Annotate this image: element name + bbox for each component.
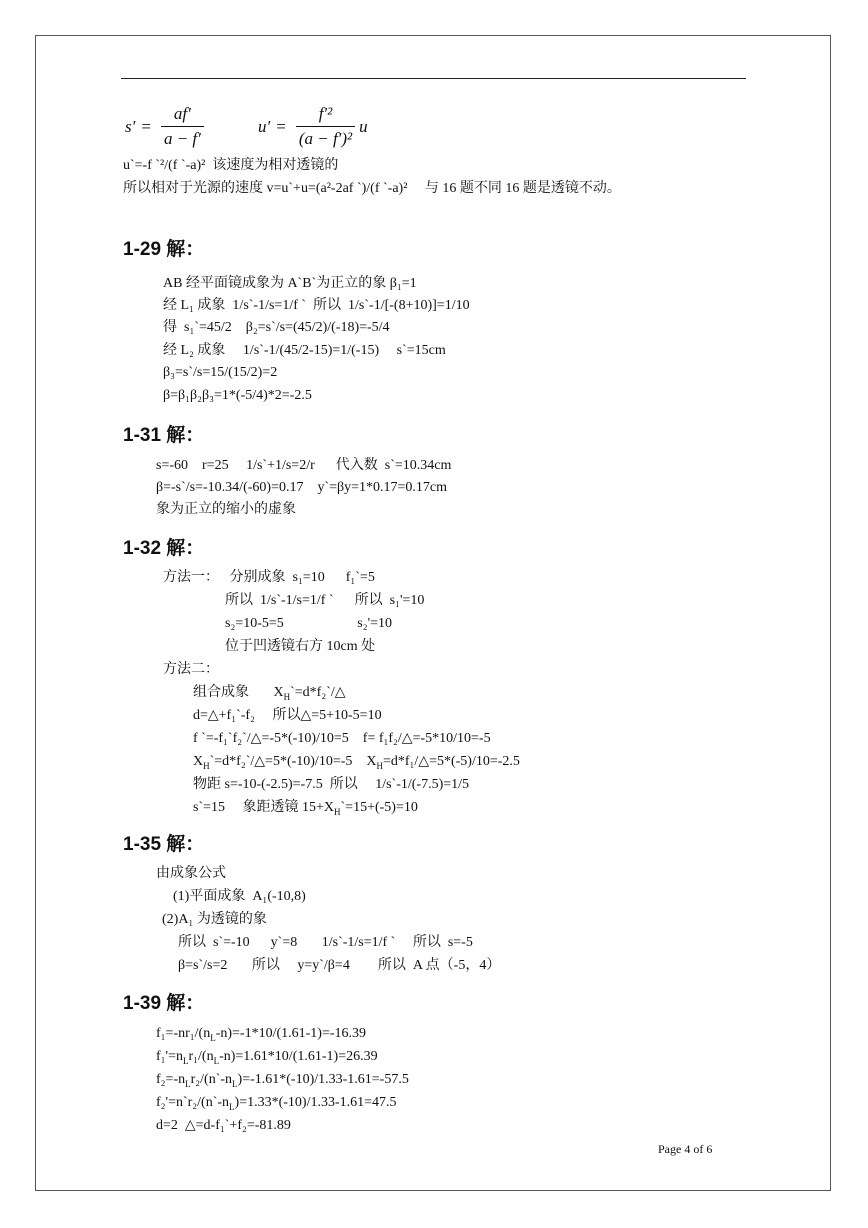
formula-tail: u bbox=[359, 116, 368, 136]
intro-line: 所以相对于光源的速度 v=u`+u=(a²-2af `)/(f `-a)² 与 16 题不同 16 题是透镜不动。 bbox=[123, 181, 621, 196]
solution-line: β₃=s`/s=15/(15/2)=2 bbox=[163, 365, 278, 380]
equals-sign: = bbox=[141, 116, 151, 136]
solution-line: $X_H`=d*f_2`/\triangle=5*(-10)/10=-5$ $X_H=d*f_1/\triangle=5*(-5)/10=-2.5$ bbox=[193, 754, 520, 771]
header-rule bbox=[121, 78, 746, 79]
formula-u-prime bbox=[258, 104, 368, 149]
formula-lhs: u′ bbox=[258, 116, 271, 136]
solution-line: s=-60 r=25 1/s`+1/s=2/r 代入数 s`=10.34cm bbox=[156, 458, 452, 473]
solution-line: (2)A₁ 为透镜的象 bbox=[162, 912, 267, 927]
section-heading: 1-35 解： bbox=[123, 834, 205, 855]
page-number: Page 4 of 6 bbox=[658, 1142, 713, 1156]
denominator: (a − f′)² bbox=[296, 126, 355, 149]
fraction bbox=[161, 104, 204, 149]
solution-line: 方法二： bbox=[163, 662, 219, 677]
solution-line: s`=15 象距透镜 $15+X_H`=15+(-5)=10$ bbox=[193, 800, 418, 817]
intro-line: u`=-f `²/(f `-a)² 该速度为相对透镜的 bbox=[123, 158, 339, 173]
solution-line: 由成象公式 bbox=[156, 866, 226, 881]
solution-line: 所以 s`=-10 y`=8 1/s`-1/s=1/f ` 所以 s=-5 bbox=[178, 935, 473, 950]
solution-line: f `=-f₁`f₂`/△=-5*(-10)/10=5 f= f₁f₂/△=-5*10/10=-5 bbox=[193, 731, 491, 746]
solution-line: $f_1=-nr_1/(n_L-n)=-1*10/(1.61-1)=-16.39$ bbox=[156, 1026, 367, 1043]
section-heading: 1-39 解： bbox=[123, 993, 205, 1014]
solution-line: β=-s`/s=-10.34/(-60)=0.17 y`=βy=1*0.17=0.17cm bbox=[156, 480, 448, 495]
solution-line: d=△+f₁`-f₂ 所以△=5+10-5=10 bbox=[193, 708, 382, 723]
solution-line: d=2 △=d-f₁`+f₂=-81.89 bbox=[156, 1118, 291, 1133]
solution-line: β=β₁β₂β₃=1*(-5/4)*2=-2.5 bbox=[163, 388, 312, 403]
equals-sign: = bbox=[276, 116, 286, 136]
section-heading: 1-31 解： bbox=[123, 425, 205, 446]
solution-line: $f_2=-n_Lr_2/(n`-n_L)=-1.61*(-10)/1.33-1.61=-57.5$ bbox=[156, 1072, 409, 1089]
fraction bbox=[296, 104, 355, 149]
numerator: f′² bbox=[318, 104, 333, 123]
formula-s-prime bbox=[125, 104, 208, 149]
denominator: a − f′ bbox=[161, 126, 204, 149]
solution-line: 组合成象 $X_H`=d*f_2`/\triangle$ bbox=[193, 685, 346, 702]
solution-line: 经 L₂ 成象 1/s`-1/(45/2-15)=1/(-15) s`=15cm bbox=[163, 343, 446, 358]
formula-lhs: s′ bbox=[125, 116, 136, 136]
numerator: af′ bbox=[173, 104, 191, 123]
solution-line: 方法一： 分别成象 s₁=10 f₁`=5 bbox=[163, 570, 375, 585]
solution-line: s₂=10-5=5 s₂'=10 bbox=[225, 616, 393, 631]
solution-line: $f_1'=n_Lr_1/(n_L-n)=1.61*10/(1.61-1)=26.39$ bbox=[156, 1049, 378, 1066]
page-border bbox=[35, 35, 831, 1191]
solution-line: 所以 1/s`-1/s=1/f ` 所以 s₁'=10 bbox=[225, 593, 425, 608]
solution-line: 得 s₁`=45/2 β₂=s`/s=(45/2)/(-18)=-5/4 bbox=[163, 320, 390, 335]
section-heading: 1-29 解： bbox=[123, 239, 205, 260]
solution-line: AB 经平面镜成象为 A`B`为正立的象 β₁=1 bbox=[163, 276, 417, 291]
solution-line: 象为正立的缩小的虚象 bbox=[156, 502, 296, 517]
solution-line: 物距 s=-10-(-2.5)=-7.5 所以 1/s`-1/(-7.5)=1/5 bbox=[193, 777, 470, 792]
section-heading: 1-32 解： bbox=[123, 538, 205, 559]
solution-line: 位于凹透镜右方 10cm 处 bbox=[225, 639, 376, 654]
solution-line: 经 L₁ 成象 1/s`-1/s=1/f ` 所以 1/s`-1/[-(8+10)]=1/10 bbox=[163, 298, 470, 313]
solution-line: (1)平面成象 A₁(-10,8) bbox=[173, 889, 306, 904]
solution-line: β=s`/s=2 所以 y=y`/β=4 所以 A 点（-5，4） bbox=[178, 958, 501, 973]
solution-line: $f_2'=n`r_2/(n`-n_L)=1.33*(-10)/1.33-1.61=47.5$ bbox=[156, 1095, 397, 1112]
